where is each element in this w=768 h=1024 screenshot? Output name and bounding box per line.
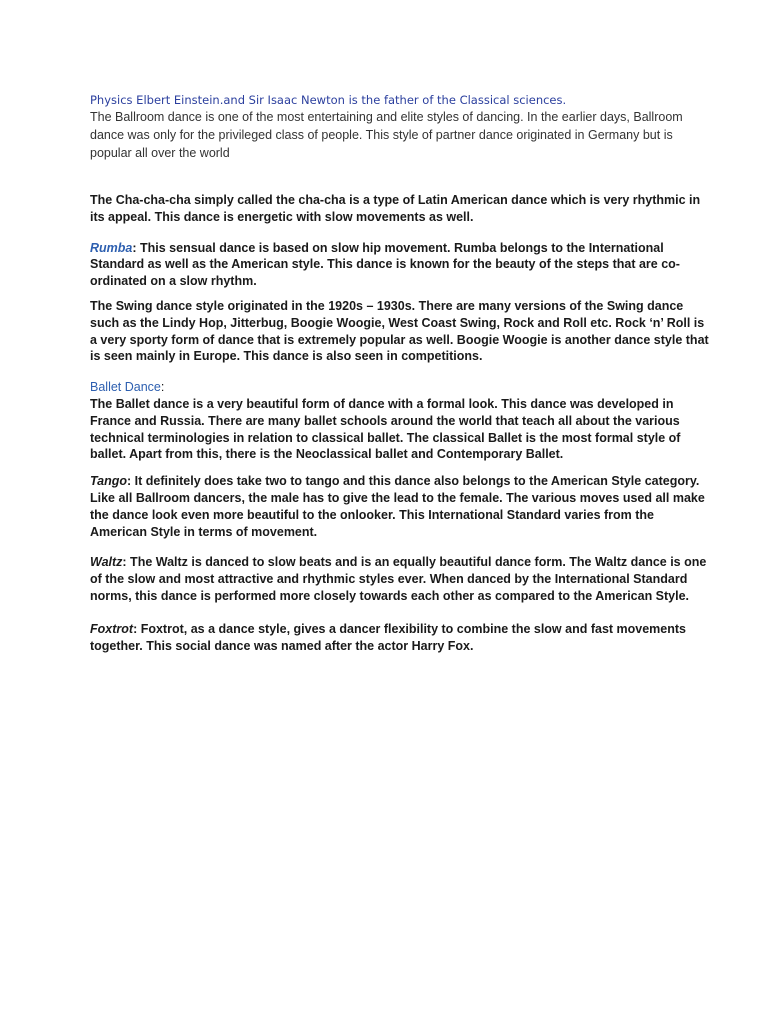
ballet-heading <box>90 379 710 396</box>
intro-section <box>90 92 690 162</box>
foxtrot-paragraph <box>90 621 710 655</box>
dance-styles-body <box>90 192 710 654</box>
ballet-heading-text: Ballet Dance <box>90 380 161 395</box>
ballet-heading-colon: : <box>160 380 165 395</box>
foxtrot-text: : Foxtrot, as a dance style, gives a dancer flexibility to combine the slow and fast movements together. This social dance was named after the actor Harry Fox. <box>90 621 686 653</box>
chacha-paragraph: The Cha-cha-cha simply called the cha-cha is a type of Latin American dance which is very rhythmic in its appeal. This dance is energetic with slow movements as well. <box>90 193 701 224</box>
waltz-term: Waltz <box>90 555 123 570</box>
tango-paragraph <box>90 473 710 540</box>
intro-paragraph: The Ballroom dance is one of the most entertaining and elite styles of dancing. In the earlier days, Ballroom dance was only for the privileged class of people. This style of partner dance originated in Germany but is popular all over the world <box>90 110 683 160</box>
waltz-text: : The Waltz is danced to slow beats and is an equally beautiful dance form. The Waltz dance is one of the slow and most attractive and rhythmic styles ever. When danced by the International Standard norms, this dance is performed more closely towards each other as compared to the American Style. <box>90 555 707 603</box>
swing-paragraph: The Swing dance style originated in the 1920s – 1930s. There are many versions of the Swing dance such as the Lindy Hop, Jitterbug, Boogie Woogie, West Coast Swing, Rock and Roll etc. Rock ‘n’ Roll is a very sporty form of dance that is extremely popular as well. Boogie Woogie is another dance style that is seen mainly in Europe. This dance is also seen in competitions. <box>90 298 709 364</box>
rumba-paragraph <box>90 240 710 290</box>
rumba-text: : This sensual dance is based on slow hip movement. Rumba belongs to the International Standard as well as the American style. This dance is known for the beauty of the steps that are co-ordinated on a slow rhythm. <box>90 240 680 289</box>
tango-term: Tango <box>90 474 128 489</box>
tango-text: : It definitely does take two to tango and this dance also belongs to the American Style category. Like all Ballroom dancers, the male has to give the lead to the female. The various moves used all make the dance look even more beautiful to the onlooker. This International Standard varies from the American Style in terms of movement. <box>90 474 705 539</box>
intro-heading: Physics Elbert Einstein.and Sir Isaac Newton is the father of the Classical sciences. <box>90 93 567 107</box>
foxtrot-term: Foxtrot <box>90 621 134 636</box>
rumba-term: Rumba <box>90 240 133 255</box>
waltz-paragraph <box>90 554 710 604</box>
ballet-paragraph: The Ballet dance is a very beautiful form of dance with a formal look. This dance was developed in France and Russia. There are many ballet schools around the world that teach all about the various technical terminologies in relation to classical ballet. The classical Ballet is the most formal style of ballet. Apart from this, there is the Neoclassical ballet and Contemporary Ballet. <box>90 396 681 462</box>
